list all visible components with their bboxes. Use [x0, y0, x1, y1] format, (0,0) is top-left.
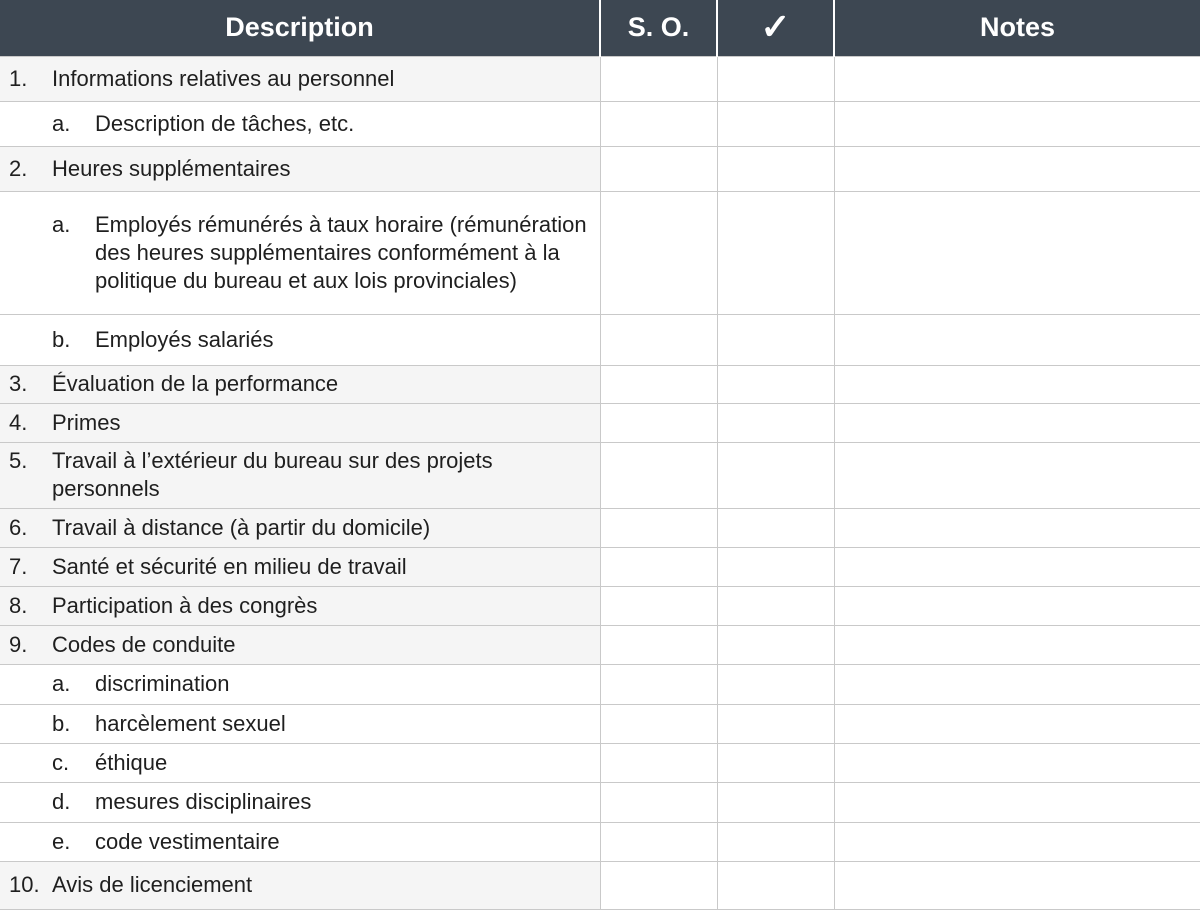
row-so-cell[interactable] — [600, 191, 717, 314]
row-check-cell[interactable] — [717, 442, 834, 508]
header-description: Description — [0, 0, 600, 56]
table-row — [0, 508, 1200, 547]
row-so-cell[interactable] — [600, 782, 717, 822]
row-text: mesures disciplinaires — [95, 789, 312, 814]
row-number: 8. — [9, 592, 28, 618]
row-description-cell — [0, 56, 600, 101]
table-row — [0, 56, 1200, 101]
table-row — [0, 547, 1200, 586]
row-description-cell — [0, 743, 600, 782]
table-row — [0, 743, 1200, 782]
row-notes-cell[interactable] — [834, 704, 1200, 743]
row-number: a. — [52, 110, 71, 136]
row-check-cell[interactable] — [717, 822, 834, 861]
row-description-cell — [0, 403, 600, 442]
row-notes-cell[interactable] — [834, 314, 1200, 365]
row-so-cell[interactable] — [600, 586, 717, 625]
row-number: b. — [52, 326, 71, 352]
row-so-cell[interactable] — [600, 442, 717, 508]
row-description-cell — [0, 442, 600, 508]
row-so-cell[interactable] — [600, 704, 717, 743]
row-notes-cell[interactable] — [834, 822, 1200, 861]
row-text: Codes de conduite — [52, 631, 236, 657]
row-check-cell[interactable] — [717, 365, 834, 403]
table-row — [0, 782, 1200, 822]
row-description-cell — [0, 782, 600, 822]
row-text: Travail à l’extérieur du bureau sur des projets personnels — [52, 448, 493, 501]
row-description-cell — [0, 146, 600, 191]
row-text: Employés salariés — [95, 326, 274, 352]
row-description-cell — [0, 861, 600, 909]
row-text: Employés rémunérés à taux horaire (rémunération des heures supplémentaires conformément à la politique du bureau et aux lois provinciales) — [95, 211, 587, 293]
table-row — [0, 314, 1200, 365]
row-notes-cell[interactable] — [834, 547, 1200, 586]
row-notes-cell[interactable] — [834, 101, 1200, 146]
row-number: 9. — [9, 631, 28, 657]
row-description-cell — [0, 586, 600, 625]
row-text: Travail à distance (à partir du domicile) — [52, 514, 431, 540]
table-row — [0, 586, 1200, 625]
row-number: e. — [52, 828, 71, 854]
table-row — [0, 625, 1200, 664]
row-description-cell — [0, 704, 600, 743]
row-notes-cell[interactable] — [834, 146, 1200, 191]
row-so-cell[interactable] — [600, 365, 717, 403]
table-row — [0, 146, 1200, 191]
row-description-cell — [0, 547, 600, 586]
header-so: S. O. — [600, 0, 717, 56]
header-row — [0, 0, 1200, 56]
row-description-cell — [0, 365, 600, 403]
row-description-cell — [0, 101, 600, 146]
row-notes-cell[interactable] — [834, 403, 1200, 442]
row-description-cell — [0, 508, 600, 547]
row-so-cell[interactable] — [600, 822, 717, 861]
row-check-cell[interactable] — [717, 101, 834, 146]
row-check-cell[interactable] — [717, 56, 834, 101]
table-row — [0, 822, 1200, 861]
row-check-cell[interactable] — [717, 664, 834, 704]
row-so-cell[interactable] — [600, 861, 717, 909]
row-notes-cell[interactable] — [834, 191, 1200, 314]
row-number: 6. — [9, 514, 28, 540]
row-notes-cell[interactable] — [834, 442, 1200, 508]
row-so-cell[interactable] — [600, 547, 717, 586]
row-description-cell — [0, 664, 600, 704]
row-notes-cell[interactable] — [834, 625, 1200, 664]
row-so-cell[interactable] — [600, 56, 717, 101]
row-notes-cell[interactable] — [834, 586, 1200, 625]
row-check-cell[interactable] — [717, 743, 834, 782]
table-row — [0, 101, 1200, 146]
row-so-cell[interactable] — [600, 314, 717, 365]
table-row — [0, 403, 1200, 442]
row-number: 1. — [9, 65, 28, 91]
row-so-cell[interactable] — [600, 508, 717, 547]
table-row — [0, 191, 1200, 314]
row-text: Santé et sécurité en milieu de travail — [52, 553, 407, 579]
row-text: Avis de licenciement — [52, 872, 253, 897]
row-number: 3. — [9, 371, 28, 396]
row-check-cell[interactable] — [717, 782, 834, 822]
row-check-cell[interactable] — [717, 508, 834, 547]
row-notes-cell[interactable] — [834, 782, 1200, 822]
row-text: Description de tâches, etc. — [95, 110, 355, 136]
table-row — [0, 861, 1200, 909]
row-so-cell[interactable] — [600, 403, 717, 442]
row-check-cell[interactable] — [717, 146, 834, 191]
row-text: Heures supplémentaires — [52, 155, 291, 181]
row-text: Participation à des congrès — [52, 592, 318, 618]
row-description-cell — [0, 191, 600, 314]
row-text: Évaluation de la performance — [52, 371, 339, 396]
header-check — [717, 0, 834, 56]
table-row — [0, 442, 1200, 508]
row-text: harcèlement sexuel — [95, 710, 286, 736]
row-text: Informations relatives au personnel — [52, 65, 395, 91]
row-description-cell — [0, 822, 600, 861]
row-number: d. — [52, 789, 71, 814]
row-check-cell[interactable] — [717, 547, 834, 586]
checkmark-icon: ✓ — [760, 6, 791, 48]
row-check-cell[interactable] — [717, 861, 834, 909]
row-so-cell[interactable] — [600, 743, 717, 782]
row-notes-cell[interactable] — [834, 365, 1200, 403]
row-description-cell — [0, 314, 600, 365]
row-so-cell[interactable] — [600, 146, 717, 191]
row-number: 4. — [9, 409, 28, 435]
row-so-cell[interactable] — [600, 625, 717, 664]
row-number: b. — [52, 710, 71, 736]
row-text: Primes — [52, 409, 121, 435]
row-notes-cell[interactable] — [834, 508, 1200, 547]
row-number: a. — [52, 671, 71, 696]
table-row — [0, 365, 1200, 403]
row-check-cell[interactable] — [717, 191, 834, 314]
row-so-cell[interactable] — [600, 101, 717, 146]
row-so-cell[interactable] — [600, 664, 717, 704]
row-description-cell — [0, 625, 600, 664]
row-text: discrimination — [95, 671, 230, 696]
row-number: 7. — [9, 553, 28, 579]
row-text: code vestimentaire — [95, 828, 280, 854]
row-notes-cell[interactable] — [834, 861, 1200, 909]
row-number: a. — [52, 211, 71, 237]
row-notes-cell[interactable] — [834, 743, 1200, 782]
row-check-cell[interactable] — [717, 625, 834, 664]
row-number: 10. — [9, 872, 40, 897]
row-check-cell[interactable] — [717, 586, 834, 625]
table-row — [0, 704, 1200, 743]
row-number: c. — [52, 749, 70, 775]
row-number: 5. — [9, 448, 28, 473]
row-check-cell[interactable] — [717, 704, 834, 743]
row-text: éthique — [95, 749, 168, 775]
row-notes-cell[interactable] — [834, 56, 1200, 101]
header-notes: Notes — [834, 0, 1200, 56]
row-check-cell[interactable] — [717, 403, 834, 442]
table-row — [0, 664, 1200, 704]
row-check-cell[interactable] — [717, 314, 834, 365]
row-number: 2. — [9, 155, 28, 181]
row-notes-cell[interactable] — [834, 664, 1200, 704]
